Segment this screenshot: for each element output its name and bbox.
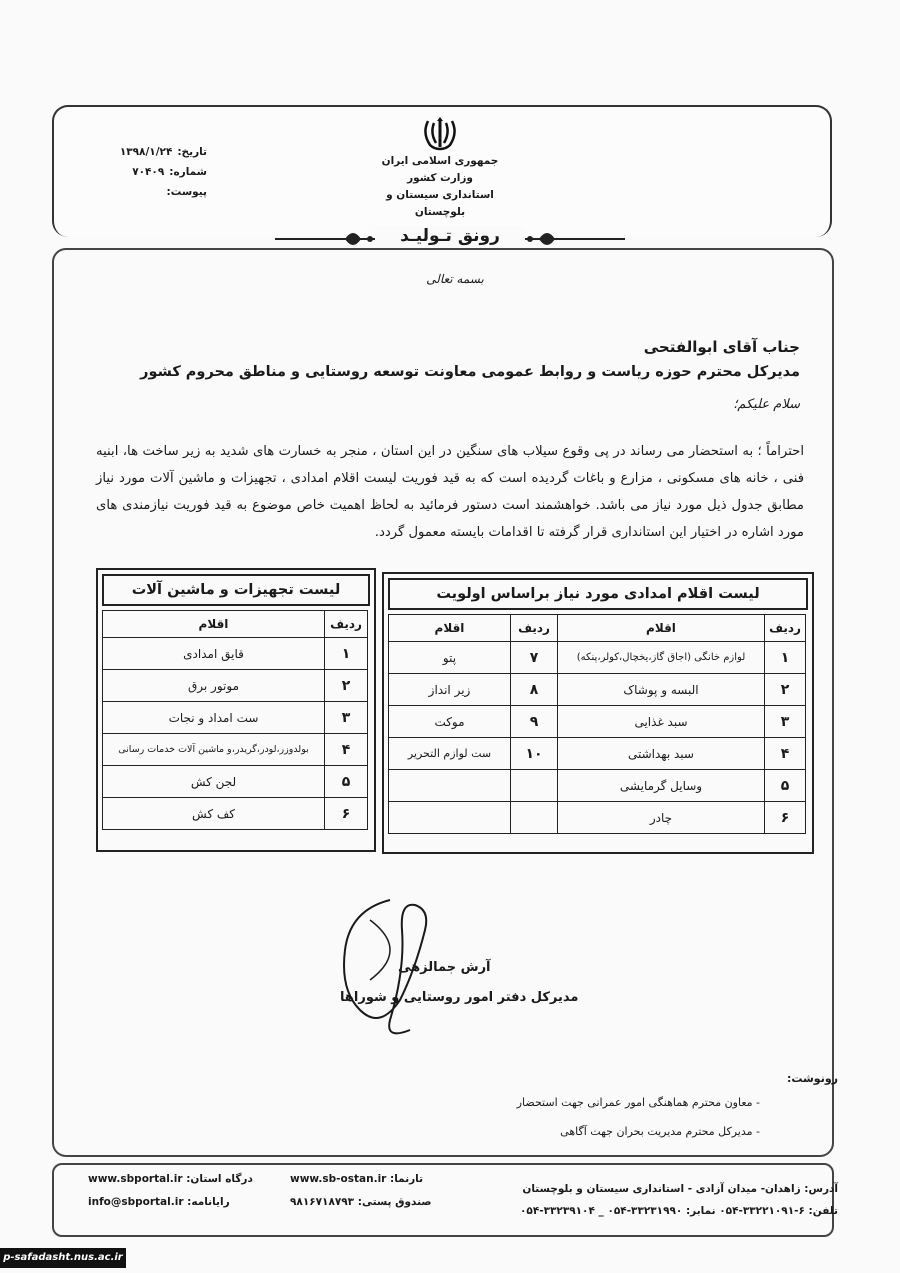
- table-row: ۵ لجن کش: [103, 766, 368, 798]
- table-row: ۱ قایق امدادی: [103, 638, 368, 670]
- footer-email: [88, 1196, 230, 1208]
- email-label: رایانامه:: [187, 1196, 230, 1208]
- basmala: بسمه تعالی: [426, 272, 484, 286]
- org-line-country: جمهوری اسلامی ایران: [381, 155, 499, 167]
- number-value: ۷۰۴۰۹: [132, 166, 165, 178]
- slogan-text: رونق تـولیـد: [375, 226, 525, 246]
- iran-emblem-icon: [420, 115, 460, 153]
- date-value: ۱۳۹۸/۱/۲۴: [119, 146, 173, 158]
- equipment-table-grid: [102, 610, 368, 830]
- pobox-value: ۹۸۱۶۷۱۸۷۹۳: [290, 1196, 355, 1208]
- table-row: ۱ لوازم خانگی (اجاق گاز،یخچال،کولر،پنکه) ۷ پتو: [389, 642, 806, 674]
- table-row: ۴ سبد بهداشتی ۱۰ ست لوازم التحریر: [389, 738, 806, 770]
- table-row: ۴ بولدوزر،لودر،گریدر،و ماشین آلات خدمات رسانی: [103, 734, 368, 766]
- equipment-table: [96, 568, 376, 852]
- relief-table-grid: [388, 614, 806, 834]
- date-label: تاریخ:: [177, 146, 207, 158]
- table-row: ۶ کف کش: [103, 798, 368, 830]
- email-link[interactable]: info@sbportal.ir: [88, 1196, 184, 1208]
- table-row: ۳ ست امداد و نجات: [103, 702, 368, 734]
- relief-col-item-1: اقلام: [558, 615, 765, 642]
- table-row: ۳ سبد غذایی ۹ موکت: [389, 706, 806, 738]
- relief-col-row-2: ردیف: [511, 615, 558, 642]
- footer-portal: [88, 1173, 253, 1185]
- portal-label: درگاه استان:: [186, 1173, 253, 1185]
- letter-meta: [92, 142, 207, 202]
- equipment-col-row: ردیف: [325, 611, 368, 638]
- slogan-banner: [275, 222, 625, 256]
- relief-col-item-2: اقلام: [389, 615, 511, 642]
- table-row: ۶ چادر: [389, 802, 806, 834]
- equipment-col-item: اقلام: [103, 611, 325, 638]
- signer-name: آرش جمالزهی: [398, 960, 491, 975]
- site-label: تارنما:: [390, 1173, 424, 1185]
- table-row: ۵ وسایل گرمایشی: [389, 770, 806, 802]
- number-label: شماره:: [169, 166, 207, 178]
- equipment-table-title: لیست تجهیزات و ماشین آلات: [102, 574, 370, 606]
- cc-item: - معاون محترم هماهنگی امور عمرانی جهت استحضار: [516, 1096, 760, 1109]
- addressee-name: جناب آقای ابوالفتحی: [643, 338, 800, 356]
- footer-address: آدرس: زاهدان- میدان آزادی - استانداری سیستان و بلوچستان: [522, 1183, 838, 1195]
- org-line-ministry: وزارت کشور: [407, 172, 473, 184]
- relief-table-title: لیست اقلام امدادی مورد نیاز براساس اولویت: [388, 578, 808, 610]
- site-link[interactable]: www.sb-ostan.ir: [290, 1173, 387, 1185]
- cc-label: رونوشت:: [786, 1072, 838, 1085]
- table-row: ۲ البسه و پوشاک ۸ زیر انداز: [389, 674, 806, 706]
- relief-col-row-1: ردیف: [765, 615, 806, 642]
- cc-item: - مدیرکل محترم مدیریت بحران جهت آگاهی: [560, 1125, 760, 1138]
- letter-body: احتراماً ؛ به استحضار می رساند در پی وقوع سیلاب های سنگین در این استان ، منجر به خسارت های شدید به زیر ساخت ها، ابنیه فنی ، خانه های مسکونی ، مزارع و باغات گردیده است که به قید فوریت لیست اقلام امدادی ، تجهیزات و ماشین آلات مورد نیاز مطابق جدول ذیل مورد نیاز می باشد. خواهشمند است دستور فرمائید به لحاظ اهمیت خاص موضوع به قید فوریت نیازمندی های مورد اشاره در اختیار این استانداری قرار گرفته تا اقدامات بایسته معمول گردد.: [96, 444, 804, 540]
- org-line-province: استانداری سیستان و بلوچستان: [386, 189, 494, 218]
- signer-title: مدیرکل دفتر امور روستایی و شوراها: [340, 990, 579, 1005]
- attachment-label: پیوست:: [166, 186, 207, 198]
- portal-link[interactable]: www.sbportal.ir: [88, 1173, 183, 1185]
- pobox-label: صندوق پستی:: [357, 1196, 432, 1208]
- footer-phone: تلفن: ۶-۳۳۲۲۱۰۹۱-۰۵۴ نمابر: ۳۳۲۳۱۹۹۰-۰۵۴ _ ۳۳۲۳۹۱۰۴-۰۵۴: [520, 1205, 838, 1217]
- footer-site: [290, 1173, 423, 1185]
- salutation: سلام علیکم؛: [733, 397, 800, 412]
- footer-pobox: [290, 1196, 432, 1208]
- organization-name: [360, 153, 520, 221]
- relief-items-table: [382, 572, 814, 854]
- source-watermark: p-safadasht.nus.ac.ir: [0, 1248, 126, 1268]
- addressee-title: مدیرکل محترم حوزه ریاست و روابط عمومی معاونت توسعه روستایی و مناطق محروم کشور: [140, 364, 800, 380]
- table-row: ۲ موتور برق: [103, 670, 368, 702]
